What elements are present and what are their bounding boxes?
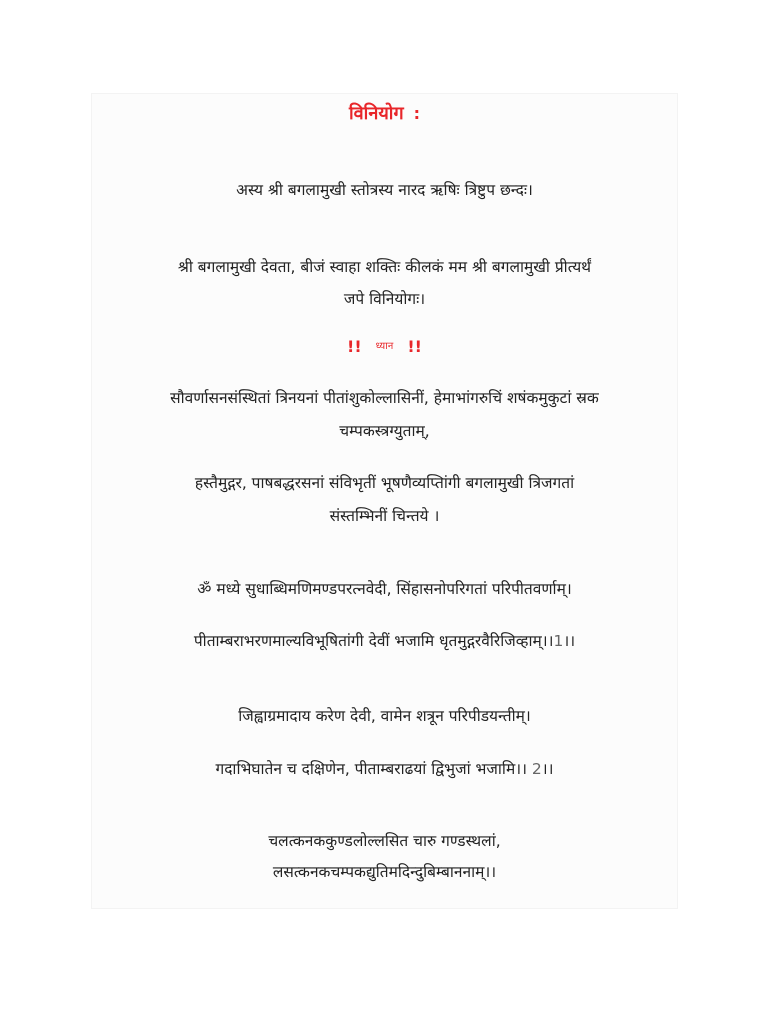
document-page (91, 93, 678, 909)
verse-line-4 (92, 759, 677, 779)
verse-text: चलत्कनककुण्डलोल्लसित चारु गण्डस्थलां, (268, 832, 501, 850)
dhyan-line-3: हस्तैमुद्गर, पाषबद्धरसनां संविभृतीं भूषणैव्यप्तिांगी बगलामुखी त्रिजगतां (194, 474, 575, 492)
verse-line-2 (92, 631, 677, 651)
viniyog-line-1: अस्य श्री बगलामुखी स्तोत्रस्य नारद ऋषिः त्रिष्टुप छन्दः। (236, 181, 533, 199)
verse-text: ॐ मध्ये सुधाब्धिमणिमण्डपरत्नवेदी, सिंहासनोपरिगतां परिपीतवर्णाम्। (197, 580, 572, 598)
dhyan-exclaim-left: !! (347, 337, 362, 356)
viniyog-line-3: जपे विनियोगः। (343, 290, 426, 308)
dhyan-line-1: सौवर्णासनसंस्थितां त्रिनयनां पीतांशुकोल्लासिनीं, हेमाभांगरुचिं शषंकमुकुटां स्रक (170, 389, 599, 407)
verse-text: जिह्वाग्रमादाय करेण देवी, वामेन शत्रून परिपीडयन्तीम्। (238, 707, 531, 725)
verse-line-5 (92, 831, 677, 851)
dhyan-line-2: चम्पकस्त्रग्युताम्, (339, 422, 430, 440)
verse-line-6 (92, 862, 677, 882)
viniyog-heading (92, 104, 677, 124)
viniyog-colon: : (413, 104, 420, 123)
verse-end: ।। (541, 760, 554, 778)
dhyan-title: ध्यान (375, 341, 394, 352)
verse-text: पीताम्बराभरणमाल्यविभूषितांगी देवीं भजामि धृतमुद्गरवैरिजिव्हाम्।। (193, 632, 554, 650)
dhyan-heading (92, 337, 677, 357)
dhyan-line-4: संस्तम्भिनीं चिन्तये । (329, 507, 440, 525)
viniyog-title: विनियोग (349, 103, 404, 124)
verse-number: 2 (531, 760, 542, 778)
verse-line-3 (92, 706, 677, 726)
verse-number: 1 (553, 632, 564, 650)
viniyog-line-2: श्री बगलामुखी देवता, बीजं स्वाहा शक्तिः कीलकं मम श्री बगलामुखी प्रीत्यर्थं (177, 258, 592, 276)
verse-text: लसत्कनकचम्पकद्युतिमदिन्दुबिम्बाननाम्।। (272, 863, 497, 881)
dhyan-exclaim-right: !! (407, 337, 422, 356)
verse-end: ।। (563, 632, 576, 650)
verse-line-1 (92, 579, 677, 599)
verse-text: गदाभिघातेन च दक्षिणेन, पीताम्बराढयां द्विभुजां भजामि।। (215, 760, 532, 778)
